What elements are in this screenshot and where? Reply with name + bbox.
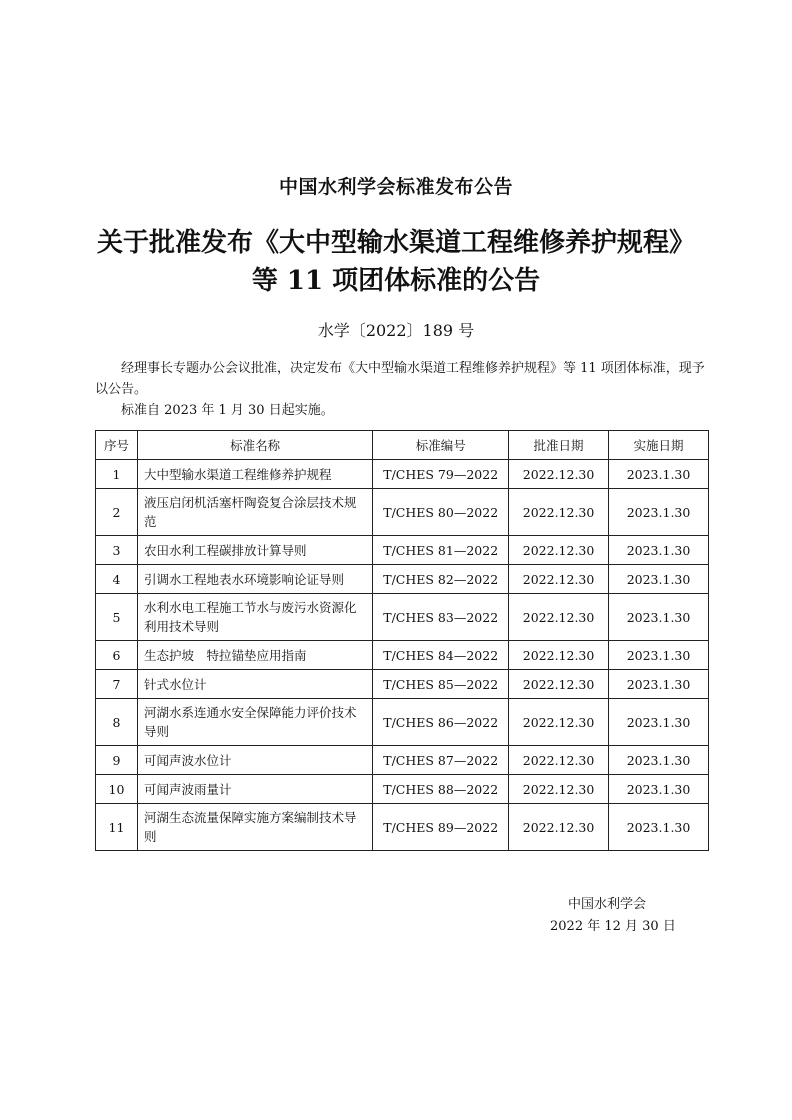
row-no: 2 — [96, 489, 138, 536]
row-approve-date: 2022.12.30 — [509, 641, 609, 670]
row-code: T/CHES 79—2022 — [373, 460, 509, 489]
signature-org: 中国水利学会 — [568, 897, 647, 912]
row-approve-date: 2022.12.30 — [509, 746, 609, 775]
row-no: 3 — [96, 536, 138, 565]
row-name: 引调水工程地表水环境影响论证导则 — [137, 565, 372, 594]
row-code: T/CHES 82—2022 — [373, 565, 509, 594]
row-approve-date: 2022.12.30 — [509, 536, 609, 565]
row-name: 可闻声波水位计 — [137, 746, 372, 775]
table-row — [96, 641, 709, 670]
signature-date: 2022 年 12 月 30 日 — [550, 919, 676, 934]
row-effective-date: 2023.1.30 — [609, 670, 709, 699]
row-approve-date: 2022.12.30 — [509, 775, 609, 804]
row-no: 6 — [96, 641, 138, 670]
row-effective-date: 2023.1.30 — [609, 536, 709, 565]
row-name: 生态护坡 特拉锚垫应用指南 — [137, 641, 372, 670]
body-paragraph-1: 经理事长专题办公会议批准，决定发布《大中型输水渠道工程维修养护规程》等 11 项团体标准，现予以公告。 — [95, 361, 705, 397]
row-effective-date: 2023.1.30 — [609, 804, 709, 851]
table-row — [96, 804, 709, 851]
row-effective-date: 2023.1.30 — [609, 594, 709, 641]
standards-table — [95, 430, 709, 851]
table-row — [96, 670, 709, 699]
row-no: 11 — [96, 804, 138, 851]
row-effective-date: 2023.1.30 — [609, 699, 709, 746]
header-no: 序号 — [96, 431, 138, 460]
row-name: 大中型输水渠道工程维修养护规程 — [137, 460, 372, 489]
row-approve-date: 2022.12.30 — [509, 670, 609, 699]
row-code: T/CHES 89—2022 — [373, 804, 509, 851]
row-code: T/CHES 81—2022 — [373, 536, 509, 565]
row-code: T/CHES 88—2022 — [373, 775, 509, 804]
row-no: 10 — [96, 775, 138, 804]
row-effective-date: 2023.1.30 — [609, 641, 709, 670]
row-approve-date: 2022.12.30 — [509, 489, 609, 536]
row-effective-date: 2023.1.30 — [609, 489, 709, 536]
header-approve-date: 批准日期 — [509, 431, 609, 460]
table-row — [96, 775, 709, 804]
row-no: 8 — [96, 699, 138, 746]
main-title-line-1: 关于批准发布《大中型输水渠道工程维修养护规程》 — [96, 228, 695, 258]
row-name: 针式水位计 — [137, 670, 372, 699]
header-effective-date: 实施日期 — [609, 431, 709, 460]
table-header-row — [96, 431, 709, 460]
table-row — [96, 536, 709, 565]
main-title — [0, 224, 792, 300]
row-approve-date: 2022.12.30 — [509, 804, 609, 851]
row-name: 液压启闭机活塞杆陶瓷复合涂层技术规范 — [137, 489, 372, 536]
table-row — [96, 594, 709, 641]
row-no: 5 — [96, 594, 138, 641]
body-paragraph-2: 标准自 2023 年 1 月 30 日起实施。 — [121, 403, 334, 418]
row-name: 河湖生态流量保障实施方案编制技术导则 — [137, 804, 372, 851]
row-no: 7 — [96, 670, 138, 699]
row-code: T/CHES 84—2022 — [373, 641, 509, 670]
row-effective-date: 2023.1.30 — [609, 775, 709, 804]
row-effective-date: 2023.1.30 — [609, 565, 709, 594]
document-number: 水学〔2022〕189 号 — [317, 321, 475, 340]
row-code: T/CHES 83—2022 — [373, 594, 509, 641]
header-code: 标准编号 — [373, 431, 509, 460]
row-approve-date: 2022.12.30 — [509, 460, 609, 489]
row-code: T/CHES 80—2022 — [373, 489, 509, 536]
row-name: 水利水电工程施工节水与废污水资源化利用技术导则 — [137, 594, 372, 641]
announcement-body — [95, 358, 713, 421]
row-code: T/CHES 87—2022 — [373, 746, 509, 775]
row-code: T/CHES 85—2022 — [373, 670, 509, 699]
row-name: 农田水利工程碳排放计算导则 — [137, 536, 372, 565]
row-name: 河湖水系连通水安全保障能力评价技术导则 — [137, 699, 372, 746]
row-effective-date: 2023.1.30 — [609, 460, 709, 489]
main-title-line-2: 等 11 项团体标准的公告 — [251, 266, 541, 296]
row-approve-date: 2022.12.30 — [509, 699, 609, 746]
header-name: 标准名称 — [137, 431, 372, 460]
row-effective-date: 2023.1.30 — [609, 746, 709, 775]
table-row — [96, 460, 709, 489]
row-no: 1 — [96, 460, 138, 489]
row-approve-date: 2022.12.30 — [509, 565, 609, 594]
row-code: T/CHES 86—2022 — [373, 699, 509, 746]
row-approve-date: 2022.12.30 — [509, 594, 609, 641]
row-name: 可闻声波雨量计 — [137, 775, 372, 804]
table-row — [96, 565, 709, 594]
table-row — [96, 699, 709, 746]
row-no: 4 — [96, 565, 138, 594]
table-row — [96, 746, 709, 775]
table-row — [96, 489, 709, 536]
row-no: 9 — [96, 746, 138, 775]
org-title: 中国水利学会标准发布公告 — [278, 176, 513, 198]
